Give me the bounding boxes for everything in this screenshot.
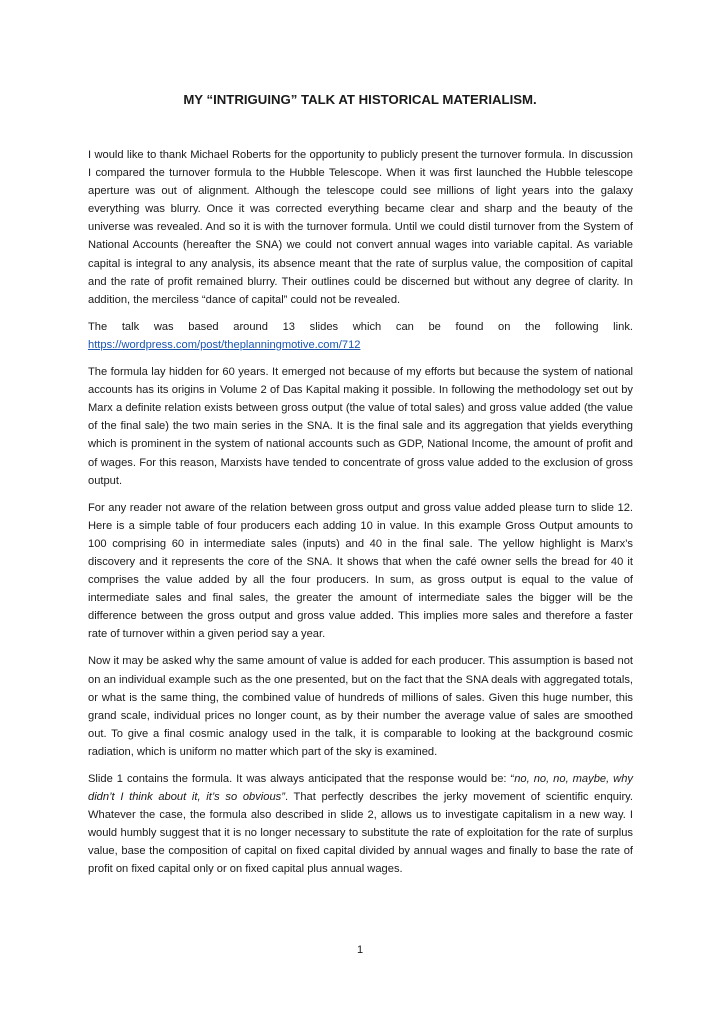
slides-intro-text: The talk was based around 13 slides which can be found on the following link. — [88, 320, 633, 333]
slide-1-italic-quote: no, no, no, maybe, why didn’t I think about it, it’s so obvious” — [88, 773, 633, 804]
slide-1-text-start: Slide 1 contains the formula. It was always anticipated that the response would be: “ — [88, 773, 515, 785]
paragraph-intro: I would like to thank Michael Roberts for the opportunity to publicly present the turnover formula. In discussion I compared the turnover formula to the Hubble Telescope. When it was first launched the Hubble telescope aperture was out of alignment. Although the telescope could see millions of light years into the galaxy everything was blurry. Once it was corrected everything became clear and sharp and the beauty of the universe was revealed. And so it is with the turnover formula. Until we could distil turnover from the System of National Accounts (hereafter the SNA) we could not convert annual wages into variable capital. As variable capital is integral to any analysis, its absence meant that the rate of surplus value, the composition of capital and the rate of profit remained blurry. Their outlines could be discerned but without any degree of clarity. In addition, the merciless “dance of capital” could not be revealed. — [88, 149, 633, 306]
document-title: MY “INTRIGUING” TALK AT HISTORICAL MATERIALISM. — [183, 92, 537, 107]
slides-link[interactable]: https://wordpress.com/post/theplanningmotive.com/712 — [88, 338, 361, 351]
paragraph-slide-1 — [88, 770, 633, 879]
slide-1-text-end: . That perfectly describes the jerky movement of scientific enquiry. Whatever the case, the formula also described in slide 2, allows us to investigate capitalism in a new way. I would humbly suggest that it is no longer necessary to substitute the rate of exploitation for the rate of surplus value, base the composition of capital on fixed capital divided by annual wages and finally to base the rate of profit on fixed capital only or on fixed capital plus annual wages. — [88, 791, 633, 876]
document-body — [88, 146, 633, 888]
page-number: 1 — [356, 944, 364, 956]
paragraph-slides-link — [88, 318, 633, 354]
paragraph-slide-12: For any reader not aware of the relation between gross output and gross value added please turn to slide 12. Here is a simple table of four producers each adding 10 in value. In this example Gross Output amounts to 100 comprising 60 in intermediate sales (inputs) and 40 in the final sale. The yellow highlight is Marx’s discovery and it represents the core of the SNA. It shows that when the café owner sells the bread for 40 it comprises the value added by all the four producers. In sum, as gross output is equal to the value of intermediate sales and final sales, the greater the amount of intermediate sales the bigger will be the difference between the gross output and gross value added. This implies more sales and therefore a faster rate of turnover within a given period say a year. — [88, 501, 633, 641]
paragraph-formula-origin: The formula lay hidden for 60 years. It emerged not because of my efforts but because the system of national accounts has its origins in Volume 2 of Das Kapital making it possible. In following the methodology set out by Marx a definite relation exists between gross output (the value of total sales) and gross value added (the value of the final sale) the two main series in the SNA. It is the final sale and its aggregation that yields everything which is prominent in the system of national accounts such as GDP, National Income, the amount of profit and of wages. For this reason, Marxists have tended to concentrate of gross value added to the exclusion of gross output. — [88, 366, 633, 487]
paragraph-value-added: Now it may be asked why the same amount of value is added for each producer. This assumption is based not on an individual example such as the one presented, but on the fact that the SNA deals with aggregated totals, or what is the same thing, the combined value of hundreds of millions of sales. Given this huge number, this grand scale, individual prices no longer count, as by their number the average value of sales are smoothed out. To give a final cosmic analogy used in the talk, it is comparable to looking at the background cosmic radiation, which is uniform no matter which part of the sky is examined. — [88, 655, 633, 758]
